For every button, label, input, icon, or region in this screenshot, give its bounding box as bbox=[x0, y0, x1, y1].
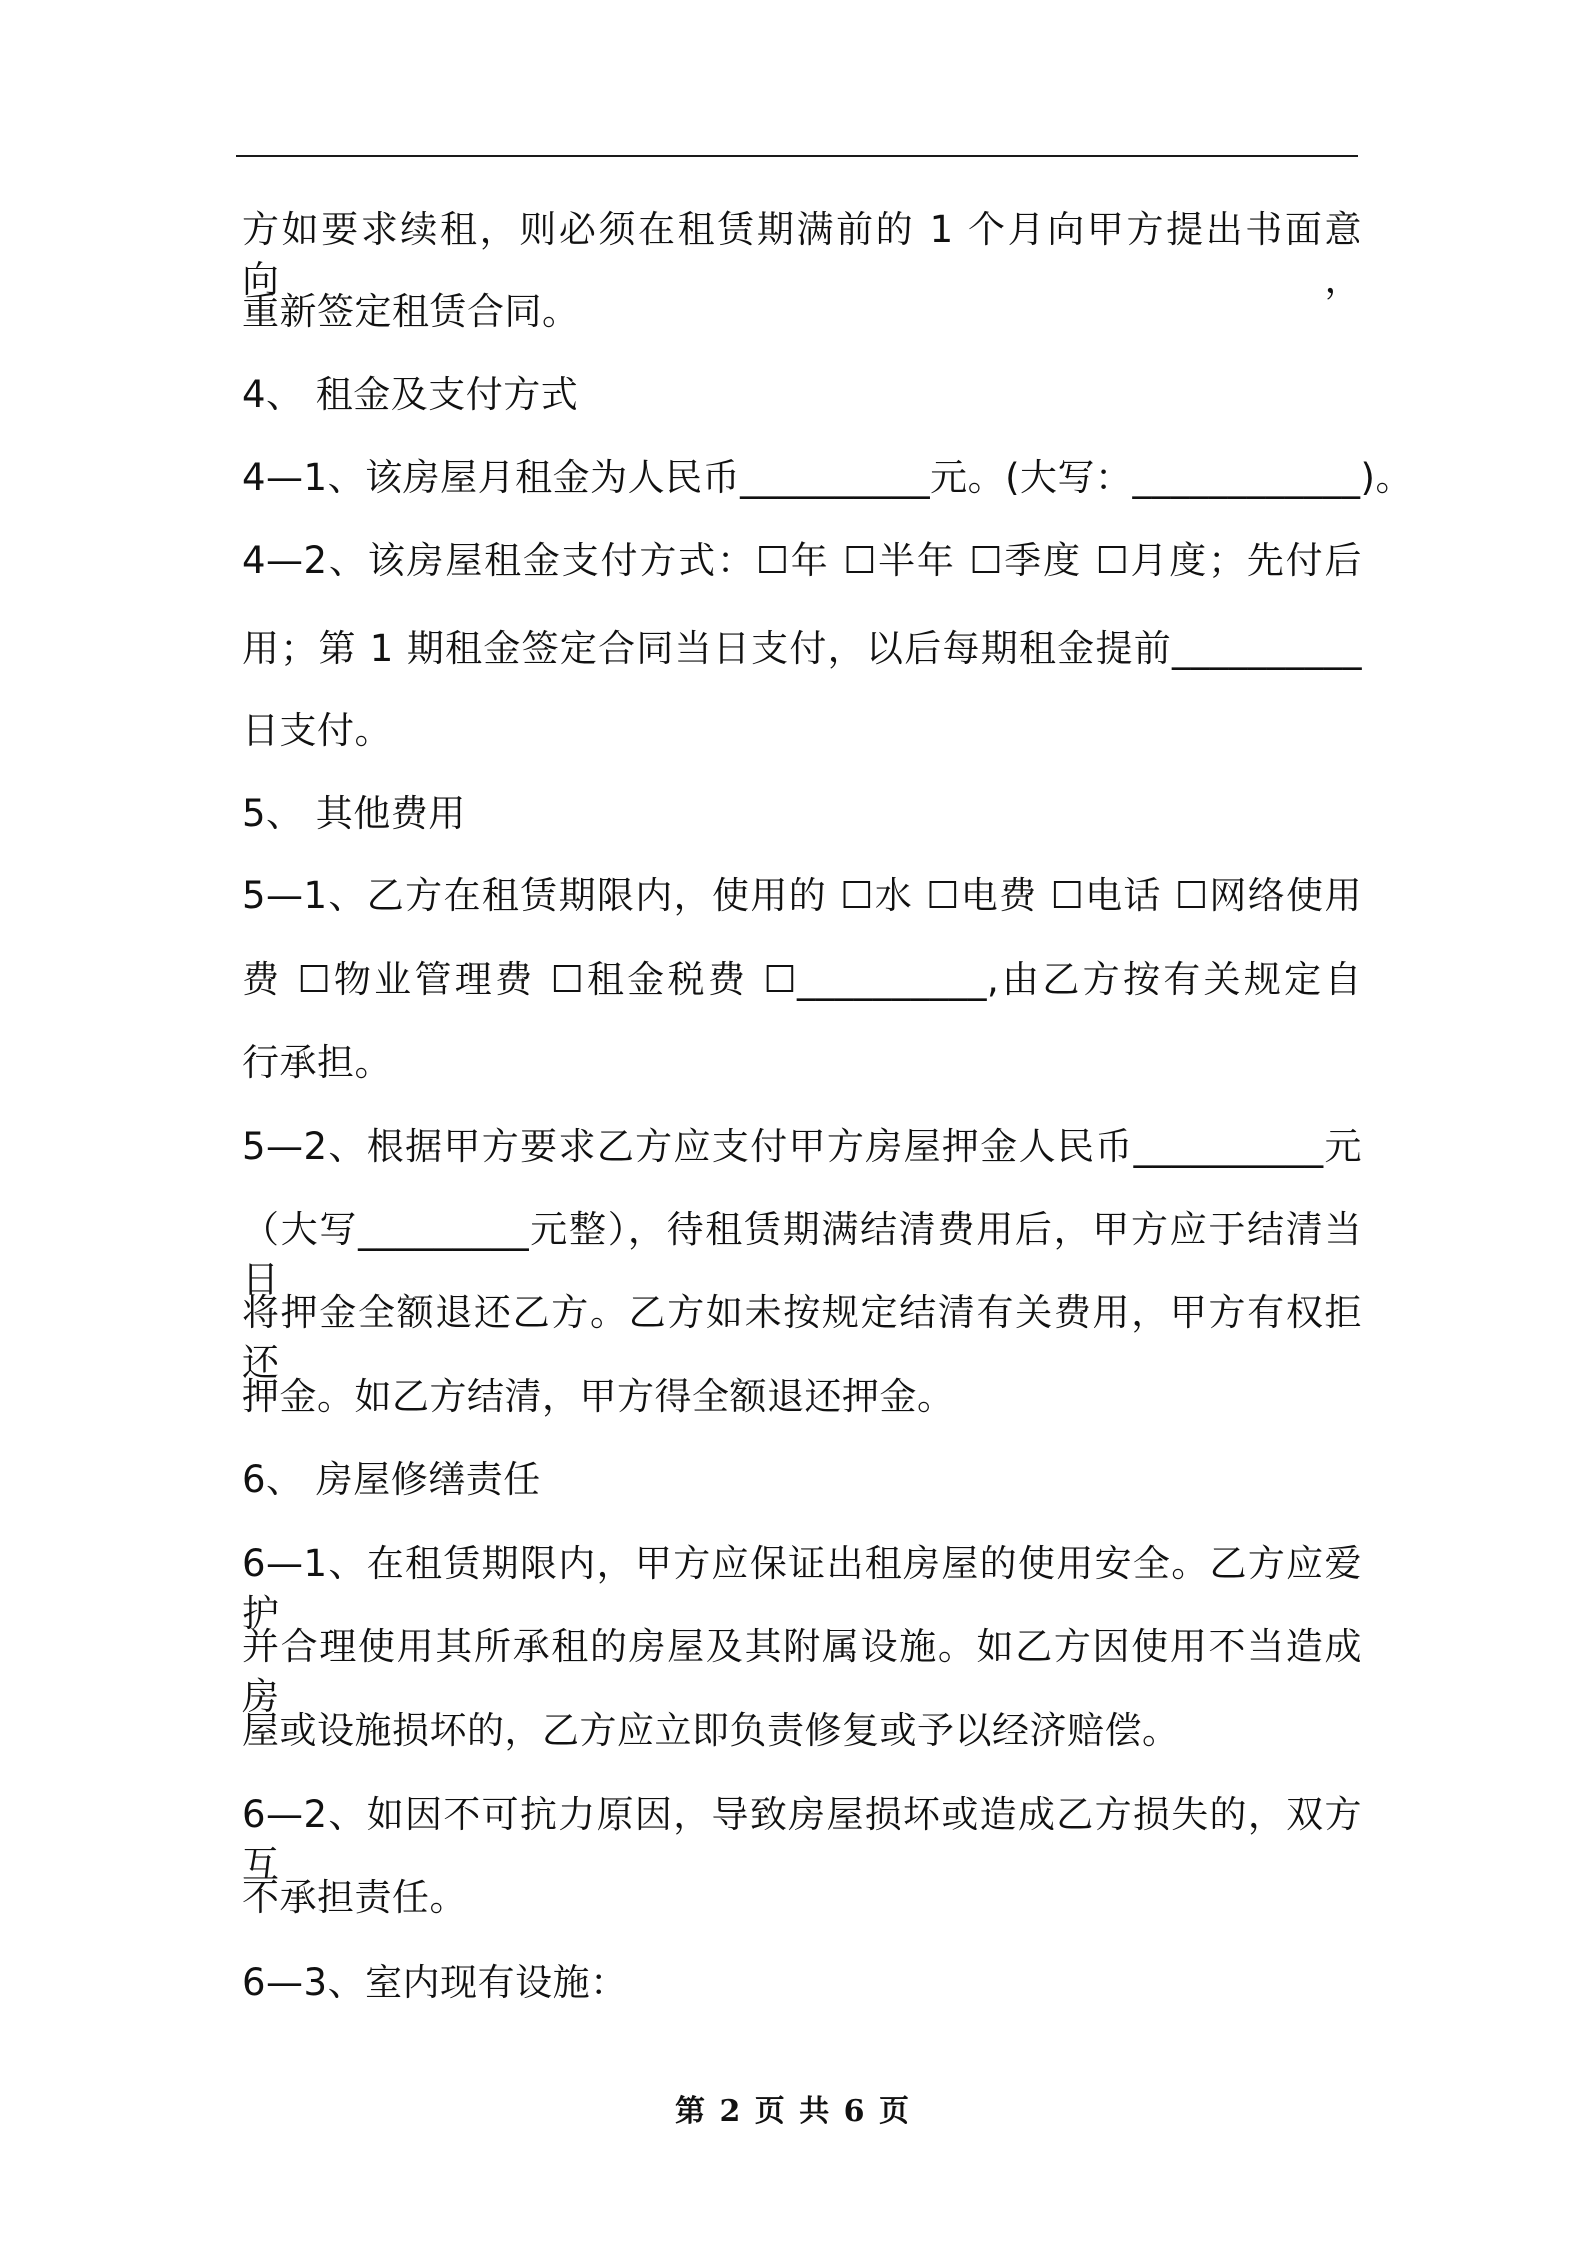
header-rule bbox=[236, 155, 1358, 157]
section-heading: 6、 房屋修缮责任 bbox=[242, 1458, 541, 1501]
text-line: 重新签定租赁合同。 bbox=[242, 290, 580, 333]
text-line: 不承担责任。 bbox=[242, 1876, 467, 1919]
text-line: 4—2、该房屋租金支付方式：☐年 ☐半年 ☐季度 ☐月度；先付后 bbox=[242, 539, 1362, 582]
text-line: 用；第 1 期租金签定合同当日支付，以后每期租金提前__________ bbox=[242, 627, 1362, 670]
text-line: 费 ☐物业管理费 ☐租金税费 ☐__________,由乙方按有关规定自 bbox=[242, 958, 1362, 1001]
text-line: 4—1、该房屋月租金为人民币__________元。(大写：____________)。 bbox=[242, 456, 1413, 499]
text-line: （大写_________元整），待租赁期满结清费用后，甲方应于结清当日 bbox=[242, 1208, 1362, 1301]
text-line: 6—2、如因不可抗力原因，导致房屋损坏或造成乙方损失的，双方互 bbox=[242, 1793, 1362, 1886]
text-line: 屋或设施损坏的，乙方应立即负责修复或予以经济赔偿。 bbox=[242, 1709, 1180, 1752]
text-line: 日支付。 bbox=[242, 709, 392, 752]
text-line: 将押金全额退还乙方。乙方如未按规定结清有关费用，甲方有权拒还 bbox=[242, 1291, 1362, 1384]
text-line: 5—2、根据甲方要求乙方应支付甲方房屋押金人民币__________元 bbox=[242, 1125, 1362, 1168]
text-line: 行承担。 bbox=[242, 1041, 392, 1084]
text-line: 押金。如乙方结清，甲方得全额退还押金。 bbox=[242, 1375, 955, 1418]
text-line: 6—3、室内现有设施： bbox=[242, 1961, 628, 2004]
text-line: 6—1、在租赁期限内，甲方应保证出租房屋的使用安全。乙方应爱护 bbox=[242, 1542, 1362, 1635]
section-heading: 5、 其他费用 bbox=[242, 792, 466, 835]
text-line: 5—1、乙方在租赁期限内，使用的 ☐水 ☐电费 ☐电话 ☐网络使用 bbox=[242, 874, 1362, 917]
text-line: 并合理使用其所承租的房屋及其附属设施。如乙方因使用不当造成房 bbox=[242, 1625, 1362, 1718]
section-heading: 4、 租金及支付方式 bbox=[242, 373, 579, 416]
page-number: 第 2 页 共 6 页 bbox=[675, 2094, 911, 2129]
text-line: 方如要求续租，则必须在租赁期满前的 1 个月向甲方提出书面意向， bbox=[242, 208, 1362, 301]
